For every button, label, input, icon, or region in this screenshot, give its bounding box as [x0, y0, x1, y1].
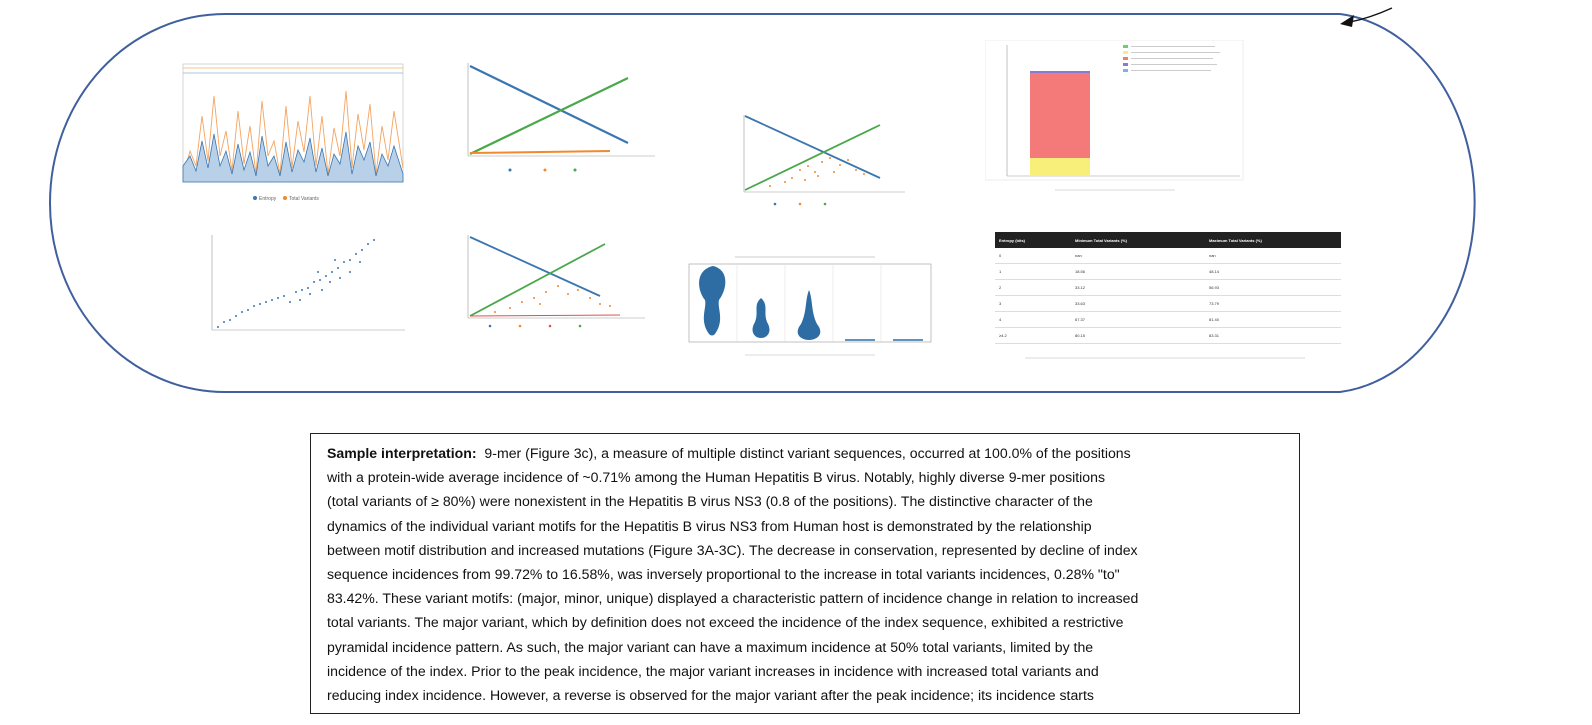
entropy-line-chart-thumbnail — [160, 56, 410, 206]
interpretation-line: incidence of the index. Prior to the peak incidence, the major variant increases in incidence with increased total variants and — [327, 662, 1099, 679]
legend-total-variants: Total Variants — [289, 196, 319, 202]
table-row — [995, 296, 1341, 312]
table-header: Entropy (bits) — [995, 232, 1071, 248]
table-cell: 56.93 — [1205, 280, 1341, 296]
table-row — [995, 328, 1341, 344]
table-cell: 81.40 — [1205, 312, 1341, 328]
interpretation-line: dynamics of the individual variant motifs for the Hepatitis B virus NS3 from Human host is demonstrated by the relationship — [327, 517, 1092, 534]
entropy-table-thumbnail — [995, 232, 1345, 362]
table-cell: 83.31 — [1205, 328, 1341, 344]
interpretation-line: total variants. The major variant, which by definition does not exceed the incidence of the index sequence, exhibited a restrictive — [327, 614, 1124, 631]
table-cell: 67.37 — [1071, 312, 1205, 328]
interpretation-heading: Sample interpretation: — [327, 445, 477, 461]
table-header: Minimum Total Variants (%) — [1071, 232, 1205, 248]
interpretation-line: (total variants of ≥ 80%) were nonexistent in the Hepatitis B virus NS3 (0.8 of the positions). The distinctive character of the — [327, 493, 1093, 510]
table-cell: 3 — [995, 296, 1071, 312]
table-header: Maximum Total Variants (%) — [1205, 232, 1341, 248]
legend-entropy: Entropy — [259, 196, 277, 202]
table-cell: ≥4.2 — [995, 328, 1071, 344]
interpretation-line: 83.42%. These variant motifs: (major, minor, unique) displayed a characteristic pattern of incidence change in relation to increased — [327, 590, 1139, 607]
table-cell: 4 — [995, 312, 1071, 328]
table-cell: nan — [1205, 248, 1341, 264]
interpretation-line: sequence incidences from 99.72% to 16.58%, was inversely proportional to the increase in total variants incidences, 0.28% "to" — [327, 566, 1120, 583]
interpretation-line: reducing index incidence. However, a reverse is observed for the major variant after the peak incidence; its incidence starts — [327, 687, 1094, 704]
index-vs-total-variants-thumbnail — [450, 58, 665, 178]
table-cell: 18.56 — [1071, 264, 1205, 280]
table-cell: 33.12 — [1071, 280, 1205, 296]
entropy-table — [995, 232, 1341, 344]
table-cell: 2 — [995, 280, 1071, 296]
table-cell: 1 — [995, 264, 1071, 280]
table-cell: nan — [1071, 248, 1205, 264]
variant-scatter-thumbnail-bottom — [450, 232, 650, 332]
variant-scatter-thumbnail-top — [730, 110, 910, 210]
sample-interpretation-box — [310, 433, 1300, 714]
table-cell: 0 — [995, 248, 1071, 264]
stacked-bar-thumbnail — [985, 40, 1245, 198]
table-row — [995, 280, 1341, 296]
interpretation-line: with a protein-wide average incidence of ~0.71% among the Human Hepatitis B virus. Notably, highly diverse 9-mer positions — [327, 469, 1106, 486]
interpretation-line: Sample interpretation: 9-mer (Figure 3c), a measure of multiple distinct variant sequences, occurred at 100.0% of the positions — [327, 445, 1131, 461]
table-row — [995, 312, 1341, 328]
scatter-plot-thumbnail — [200, 232, 410, 342]
table-cell: 33.63 — [1071, 296, 1205, 312]
table-cell: 73.79 — [1205, 296, 1341, 312]
table-cell: 48.14 — [1205, 264, 1341, 280]
table-cell: 80.15 — [1071, 328, 1205, 344]
interpretation-line: between motif distribution and increased mutations (Figure 3A-3C). The decrease in conservation, represented by decline of index — [327, 541, 1138, 558]
violin-plot-thumbnail — [675, 250, 935, 362]
table-row — [995, 264, 1341, 280]
table-row — [995, 248, 1341, 264]
arrow-icon — [1340, 8, 1392, 27]
interpretation-line: pyramidal incidence pattern. As such, the major variant can have a maximum incidence at 50% total variants, limited by the — [327, 638, 1094, 655]
